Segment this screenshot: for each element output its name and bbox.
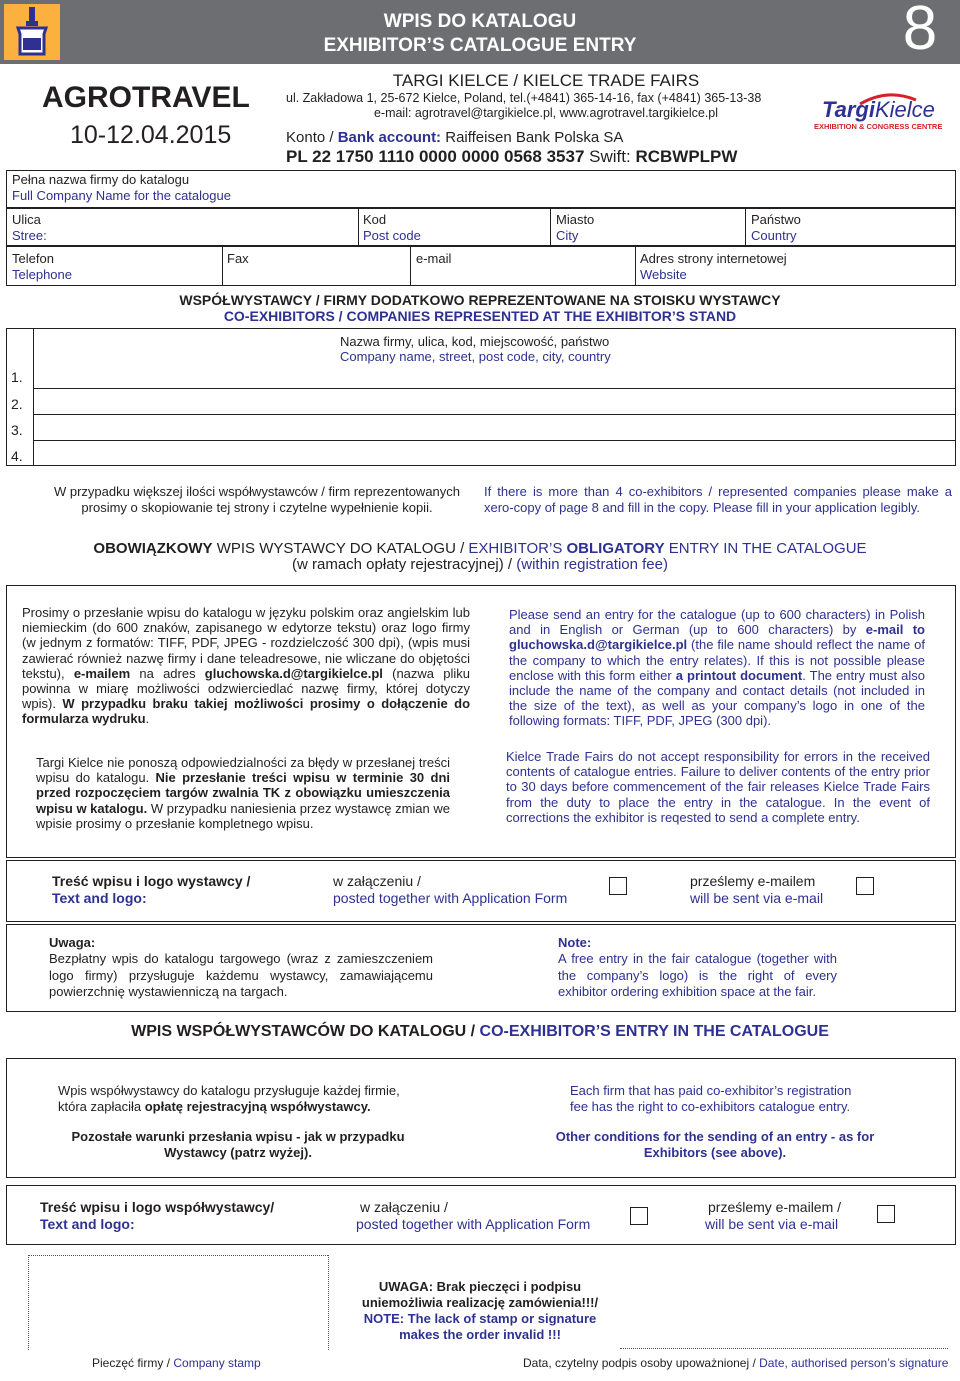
coentry-p2-pl: Pozostałe warunki przesłania wpisu - jak w przypadku Wystawcy (patrz wyżej). <box>71 1129 405 1160</box>
note-title-en: Note: <box>558 935 592 950</box>
coentry-p2-en: Other conditions for the sending of an entry - as for Exhibitors (see above). <box>555 1129 875 1160</box>
entry-label-pl: Treść wpisu i logo wystawcy / <box>52 873 251 889</box>
coexhibitors-note-en: If there is more than 4 co-exhibitors / represented companies please make a xero-copy of page 8 and fill in the copy. Please fill in your application legibly. <box>484 484 952 515</box>
obligatory-heading: OBOWIĄZKOWY WPIS WYSTAWCY DO KATALOGU / EXHIBITOR’S OBLIGATORY ENTRY IN THE CATALOGUE <box>93 540 867 557</box>
coexhibitor-row-number: 1. <box>11 369 23 385</box>
coexhibitors-note-pl: W przypadku większej ilości współwystawców / firm reprezentowanych prosimy o skopiowanie tej strony i czytelne wypełnienie kopii. <box>53 484 461 515</box>
organizer-name: TARGI KIELCE / KIELCE TRADE FAIRS <box>392 71 700 90</box>
coentry-box <box>6 1058 956 1178</box>
organizer-block <box>286 71 806 167</box>
note-text-en: A free entry in the fair catalogue (together with the company’s logo) is the right of every exhibitor ordering exhibition space at the fair. <box>558 951 837 999</box>
coentry-p1-pl: Wpis współwystawcy do katalogu przysługuje każdej firmie, która zapłaciła opłatę rejestracyjną współwystawcy. <box>58 1083 400 1114</box>
coexhibitor-row-4-field[interactable] <box>34 441 955 465</box>
coentry-p1-en: Each firm that has paid co-exhibitor’s registration fee has the right to co-exhibitors catalogue entry. <box>570 1083 852 1114</box>
signature-line[interactable] <box>620 1334 950 1354</box>
email-label: e-mail <box>416 251 452 266</box>
stamp-caption: Pieczęć firmy / Company stamp <box>92 1356 261 1370</box>
country-label-pl: Państwo <box>751 212 801 227</box>
coentry-title: WPIS WSPÓŁWYSTAWCÓW DO KATALOGU / CO-EXHIBITOR’S ENTRY IN THE CATALOGUE <box>131 1023 829 1040</box>
coentry-email-checkbox[interactable] <box>877 1205 895 1223</box>
info-p2-en: Kielce Trade Fairs do not accept responsibility for errors in the received contents of catalogue entries. Failure to deliver contents of the entry prior to 30 days before commencement of the fair releases Kielce Trade Fairs from the duty to place the entry in the catalogue. In the event of corrections the exhibitor is reqested to send a complete entry. <box>506 749 930 825</box>
bank-account: Konto / Bank account: Raiffeisen Bank Polska SA <box>286 129 624 146</box>
fax-field[interactable] <box>223 247 409 285</box>
city-label-en: City <box>556 228 579 243</box>
coexhibitors-col-pl: Nazwa firmy, ulica, kod, miejscowość, państwo <box>340 334 610 349</box>
phone-label-en: Telephone <box>12 267 72 282</box>
fax-label: Fax <box>227 251 249 266</box>
coentry-options-box <box>6 1185 956 1245</box>
city-label-pl: Miasto <box>556 212 595 227</box>
header-title-en: EXHIBITOR’S CATALOGUE ENTRY <box>323 35 637 56</box>
coexhibitors-title-en: CO-EXHIBITORS / COMPANIES REPRESENTED AT THE EXHIBITOR’S STAND <box>223 308 737 324</box>
note-title-pl: Uwaga: <box>49 935 96 950</box>
coentry-option-email-en: will be sent via e-mail <box>705 1216 839 1232</box>
email-checkbox[interactable] <box>856 877 874 895</box>
info-p1-en: Please send an entry for the catalogue (up to 600 characters) in Polish and in English or German (up to 600 characters) by e-mail to gluchowska.d@targikielce.pl (the file name should reflect the name of the company to which the entry relates). If this is not possible please enclose with this form either a printout document. The entry must also include the name of the company and contact details (not included in the size of the text), as well as your company’s logo in one of the following formats: TIFF, PDF, JPEG (300 dpi). <box>509 607 925 729</box>
logo-swoosh-icon <box>858 92 918 106</box>
coentry-label-pl: Treść wpisu i logo współwystawcy/ <box>40 1199 275 1215</box>
coexhibitor-row-1-field[interactable] <box>34 365 955 387</box>
page-number: 8 <box>902 0 938 63</box>
coentry-option-attached-pl: w załączeniu / <box>360 1199 448 1215</box>
organizer-emails: e-mail: agrotravel@targikielce.pl, www.agrotravel.targikielce.pl <box>373 106 719 120</box>
event-dates: 10-12.04.2015 <box>70 121 232 149</box>
coentry-attached-checkbox[interactable] <box>630 1207 648 1225</box>
header-title <box>260 10 700 58</box>
website-label-en: Website <box>640 267 687 282</box>
coexhibitor-row-3-field[interactable] <box>34 415 955 439</box>
event-name: AGROTRAVEL <box>42 81 250 114</box>
coexhibitor-row-number: 2. <box>11 396 23 412</box>
logo-tile <box>4 4 60 60</box>
info-p2-pl: Targi Kielce nie ponoszą odpowiedzialności za błędy w przesłanej treści wpisu do katalogu. Nie przesłanie treści wpisu w terminie 30 dni przed rozpoczęciem targów zwalnia TK z obowiązku umieszczenia wpisu w katalogu. W przypadku naniesienia przez wystawcę zmian we wpisie prosimy o przesłanie kompletnego wpisu. <box>36 755 450 831</box>
street-field[interactable] <box>7 209 357 245</box>
note-text-pl: Bezpłatny wpis do katalogu targowego (wraz z zamieszczeniem logo firmy) przysługuje każdemu wystawcy, zamawiającemu powierzchnię wystawienniczą na targach. <box>49 951 433 999</box>
street-label-en: Stree: <box>12 228 47 243</box>
company-name-label-pl: Pełna nazwa firmy do katalogu <box>12 172 190 187</box>
company-name-label-en: Full Company Name for the catalogue <box>12 188 231 203</box>
coentry-option-email-pl: prześlemy e-mailem / <box>708 1199 842 1215</box>
coentry-label-en: Text and logo: <box>40 1216 135 1232</box>
obligatory-subheading: (w ramach opłaty rejestracyjnej) / (within registration fee) <box>292 556 668 573</box>
coexhibitor-row-number: 4. <box>11 448 23 464</box>
entry-label-en: Text and logo: <box>52 890 147 906</box>
postcode-label-pl: Kod <box>363 212 387 227</box>
coexhibitors-title-pl: WSPÓŁWYSTAWCY / FIRMY DODATKOWO REPREZENTOWANE NA STOISKU WYSTAWCY <box>179 292 781 308</box>
entry-option-email-pl: prześlemy e-mailem <box>690 873 816 889</box>
logo-wordmark: TargiKielce <box>822 97 935 122</box>
info-p1-pl: Prosimy o przesłanie wpisu do katalogu w języku polskim oraz angielskim lub niemieckim (do 600 znaków, zapisanego w edytorze tekstu) oraz logo firmy (w jednym z formatów: TIFF, PDF, JPEG - rozdzielczość 300 dpi), (wpis musi zawierać również nazwę firmy i dane teleadresowe, nie wliczane do objętości tekstu), e-mailem na adres gluchowska.d@targikielce.pl (nazwa pliku powinna w miarę możliwości odzwierciedlać nazwę firmy, której dotyczy wpis). W przypadku braku takiej możliwości prosimy o dołączenie do formularza wydruku. <box>22 605 471 727</box>
stamp-warning: UWAGA: Brak pieczęci i podpisu uniemożliwia realizację zamówienia!!!/ NOTE: The lack of stamp or signature makes the order invalid !!! <box>361 1279 599 1342</box>
coexhibitor-row-2-field[interactable] <box>34 389 955 413</box>
phone-label-pl: Telefon <box>12 251 54 266</box>
attached-checkbox[interactable] <box>609 877 627 895</box>
postcode-label-en: Post code <box>363 228 421 243</box>
glue-bottle-brush-icon <box>4 4 60 60</box>
country-label-en: Country <box>751 228 797 243</box>
logo-subtitle: EXHIBITION & CONGRESS CENTRE <box>814 122 943 131</box>
coentry-option-attached-en: posted together with Application Form <box>356 1216 591 1232</box>
bank-iban: PL 22 1750 1110 0000 0000 0568 3537 Swift: RCBWPLPW <box>286 147 738 166</box>
signature-caption: Data, czytelny podpis osoby upoważnionej / Date, authorised person’s signature <box>523 1356 949 1370</box>
entry-option-attached-pl: w załączeniu / <box>333 873 421 889</box>
targi-kielce-logo <box>814 98 954 131</box>
company-stamp-area[interactable] <box>28 1255 330 1352</box>
organizer-address: ul. Zakładowa 1, 25-672 Kielce, Poland, tel.(+4841) 365-14-16, fax (+4841) 365-13-38 <box>286 91 762 105</box>
coexhibitor-row-number: 3. <box>11 422 23 438</box>
entry-option-attached-en: posted together with Application Form <box>333 890 568 906</box>
website-label-pl: Adres strony internetowej <box>640 251 787 266</box>
entry-option-email-en: will be sent via e-mail <box>690 890 824 906</box>
coexhibitors-col-en: Company name, street, post code, city, country <box>340 349 611 364</box>
header-title-pl: WPIS DO KATALOGU <box>383 11 577 32</box>
street-label-pl: Ulica <box>12 212 41 227</box>
